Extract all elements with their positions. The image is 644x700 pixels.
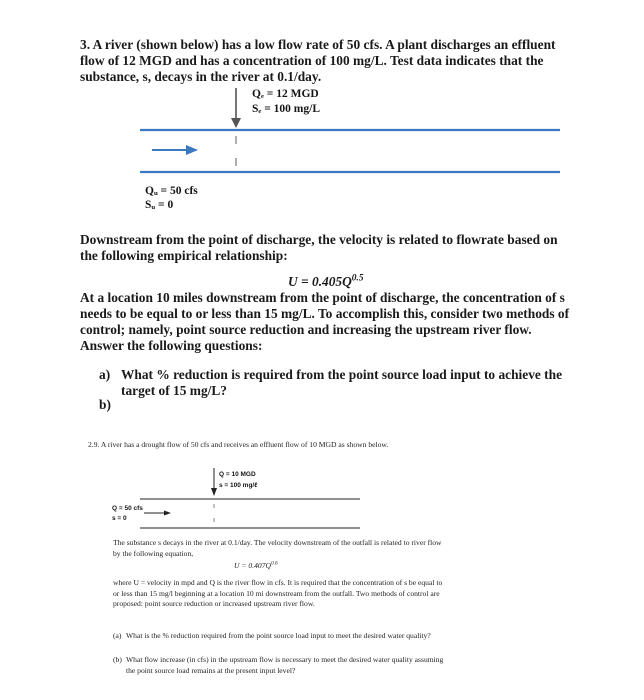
upstream-flow-label: Qᵤ = 50 cfs [145,185,198,197]
effluent-concentration-label-2: s = 100 mg/ℓ [219,482,258,489]
question-a-text-2: What is the % reduction required from the point source load input to meet the desired water quality? [126,631,431,640]
upstream-flow-label-2: Q = 50 cfs [112,505,143,512]
question-a-text: What % reduction is required from the point source load input to achieve the target of 15 mg/L? [121,367,563,398]
location-paragraph: At a location 10 miles downstream from the point of discharge, the concentration of s needs to be equal to or less than 15 mg/L. To accomplish this, consider two methods of control; namely, point source reduction and increasing the upstream river flow. Answer the following questions: [80,290,570,353]
flow-arrow-head-2 [164,511,171,516]
river-diagram-1 [140,86,560,178]
question-a-label-2: (a) [113,631,122,640]
upstream-concentration-label-2: s = 0 [112,515,127,522]
problem-2-statement: 2.9. A river has a drought flow of 50 cfs and receives an effluent flow of 10 MGD as shown below. [88,440,389,449]
upstream-concentration-label: Sᵤ = 0 [145,199,174,211]
decay-paragraph: The substance s decays in the river at 0.1/day. The velocity downstream of the outfall is related to river flow by the following equation, [113,538,442,558]
effluent-concentration-label: Sₑ = 100 mg/L [252,103,320,115]
effluent-flow-label-2: Q = 10 MGD [219,471,256,478]
outfall-arrow-head [231,118,241,128]
question-b-text-2: What flow increase (in cfs) in the upstream flow is necessary to meet the desired water quality assuming the point source load remains at the present input level? [126,655,444,675]
where-paragraph: where U = velocity in mpd and Q is the river flow in cfs. It is required that the concentration of s be equal to or less than 15 mg/l beginning at a location 10 mi downstream from the outfall. Two methods of control are proposed: point source reduction or increased upstream river flow. [113,578,443,608]
velocity-equation: $U = 0.405Q^{0.5}$ [288,273,364,289]
flow-arrow-head [186,145,198,155]
river-diagram-2 [140,466,362,532]
question-b-label: b) [99,397,111,412]
effluent-flow-label: Qₑ = 12 MGD [252,88,319,100]
velocity-equation-2: $U = 0.407Q^{0.6}$ [234,560,278,570]
downstream-paragraph: Downstream from the point of discharge, the velocity is related to flowrate based on the following empirical relationship: [80,232,558,263]
question-b-label-2: (b) [113,655,122,664]
question-a-label: a) [99,367,111,382]
outfall-arrow-head-2 [211,488,217,496]
problem-1-statement: 3. A river (shown below) has a low flow rate of 50 cfs. A plant discharges an effluent flow of 12 MGD and has a concentration of 100 mg/L. Test data indicates that the substance, s, decays in the river at 0.1/day. [80,37,556,84]
